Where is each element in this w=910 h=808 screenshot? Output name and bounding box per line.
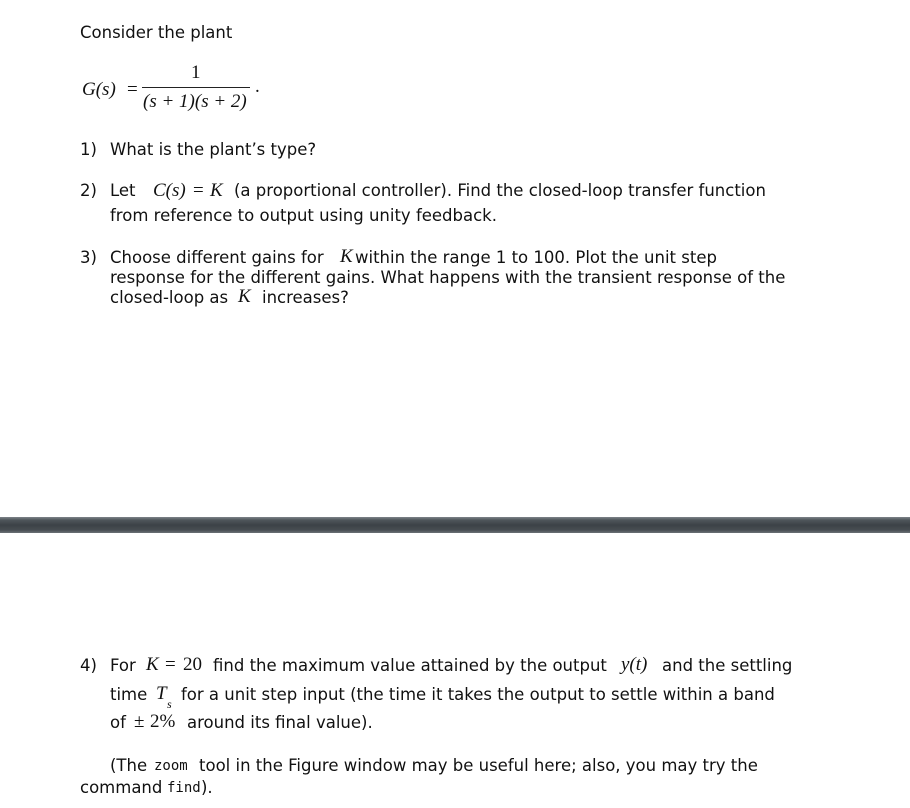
code-find: find	[167, 780, 201, 796]
question-text: time	[110, 685, 148, 704]
code-zoom: zoom	[154, 758, 188, 774]
plant-equals: =	[127, 79, 138, 100]
question-text: For	[110, 656, 136, 675]
question-text: for a unit step input (the time it takes the output to settle within a band	[181, 685, 775, 704]
question-number: 4)	[80, 656, 97, 675]
note-text: command	[80, 778, 163, 797]
math-equals: =	[165, 654, 176, 675]
math-k: K	[238, 286, 251, 307]
question-text: and the settling	[662, 656, 793, 675]
question-text: Choose different gains for	[110, 248, 324, 267]
question-text: find the maximum value attained by the output	[213, 656, 607, 675]
question-number: 1)	[80, 140, 97, 159]
page-divider	[0, 517, 910, 533]
question-text: Let	[110, 181, 136, 200]
math-y: y(t)	[621, 654, 648, 675]
question-text: response for the different gains. What happens with the transient response of the	[110, 268, 786, 287]
question-number: 3)	[80, 248, 97, 267]
question-text: from reference to output using unity feedback.	[110, 206, 497, 225]
question-text: (a proportional controller). Find the closed-loop transfer function	[234, 181, 766, 200]
plant-lhs: G(s)	[82, 79, 116, 100]
plant-numerator: 1	[191, 62, 201, 83]
math-k: K	[340, 246, 353, 267]
math-t: T	[156, 683, 167, 704]
question-number: 2)	[80, 181, 97, 200]
math-equals: =	[193, 180, 204, 201]
note-text: ).	[201, 778, 213, 797]
question-text: within the range 1 to 100. Plot the unit step	[355, 248, 717, 267]
intro-text: Consider the plant	[80, 23, 233, 42]
plant-period: .	[255, 76, 260, 97]
fraction-bar	[142, 87, 250, 88]
math-c: C(s)	[153, 180, 186, 201]
question-text: What is the plant’s type?	[110, 140, 317, 159]
plant-denominator: (s + 1)(s + 2)	[143, 91, 247, 112]
question-text: around its final value).	[187, 713, 373, 732]
math-k: K	[146, 654, 159, 675]
question-text: closed-loop as	[110, 288, 229, 307]
math-value: 20	[183, 654, 202, 675]
question-text: of	[110, 713, 126, 732]
note-text: tool in the Figure window may be useful here; also, you may try the	[199, 756, 758, 775]
plus-minus: ±	[134, 711, 145, 732]
math-t-subscript: s	[167, 697, 172, 711]
note-text: (The	[110, 756, 148, 775]
math-k: K	[210, 180, 223, 201]
question-text: increases?	[262, 288, 349, 307]
math-percent: 2%	[150, 711, 176, 732]
